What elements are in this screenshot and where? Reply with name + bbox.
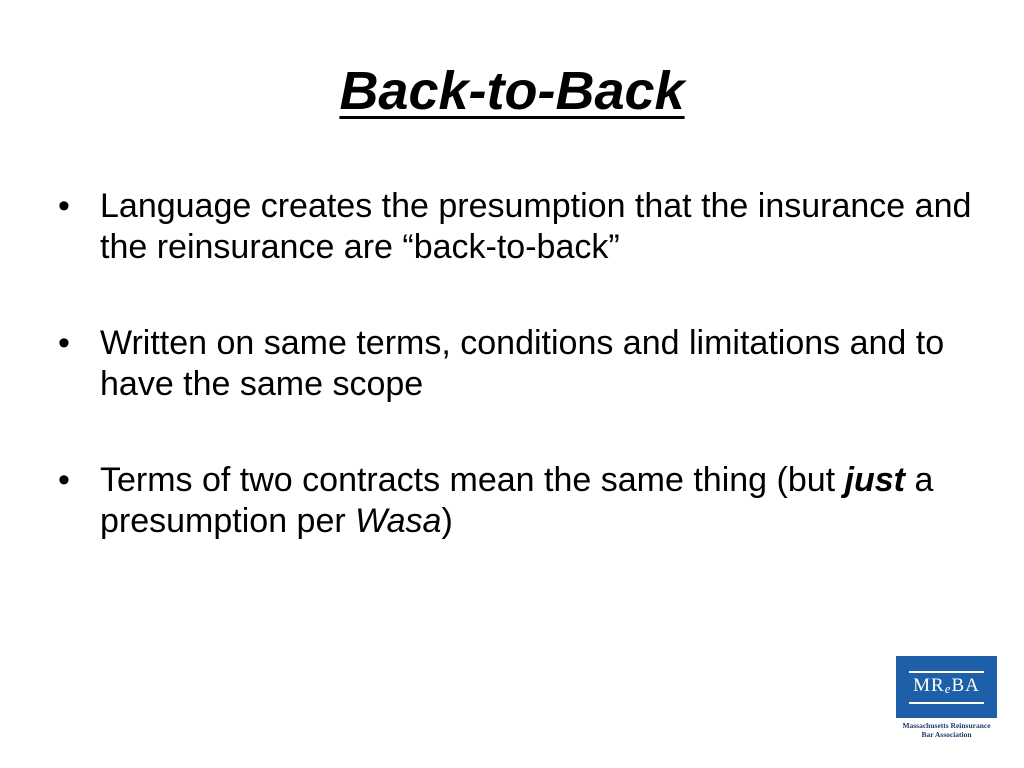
emphasis-just: just xyxy=(844,461,905,499)
bullet-text: Written on same terms, conditions and limitations and to have the same scope xyxy=(100,324,945,403)
bullet-text-part: ) xyxy=(441,502,453,540)
bullet-text: Language creates the presumption that the insurance and the reinsurance are “back-to-back” xyxy=(100,187,972,266)
logo-caption-line1: Massachusetts Reinsurance xyxy=(902,721,991,730)
mreba-logo xyxy=(896,656,997,748)
logo-mark-mr: MR xyxy=(913,674,945,696)
logo-mark xyxy=(909,671,984,704)
slide-title: Back-to-Back xyxy=(339,61,685,121)
bullet-text xyxy=(100,460,976,542)
bullet-list xyxy=(56,186,976,597)
bullet-marker: • xyxy=(58,324,70,362)
bullet-marker: • xyxy=(58,461,70,499)
case-name-wasa: Wasa xyxy=(355,502,442,540)
logo-mark-ba: BA xyxy=(951,674,980,696)
logo-mark-e: e xyxy=(944,680,952,696)
bullet-marker: • xyxy=(58,187,70,225)
bullet-text-part: a presumption per xyxy=(100,461,934,540)
logo-caption-line2: Bar Association xyxy=(921,730,972,739)
bullet-text-part: Terms of two contracts mean the same thing (but xyxy=(100,461,845,499)
logo-caption xyxy=(896,721,997,739)
bullet-item xyxy=(56,460,976,542)
bullet-item xyxy=(56,323,976,405)
bullet-item xyxy=(56,186,976,268)
logo-box xyxy=(896,656,997,718)
